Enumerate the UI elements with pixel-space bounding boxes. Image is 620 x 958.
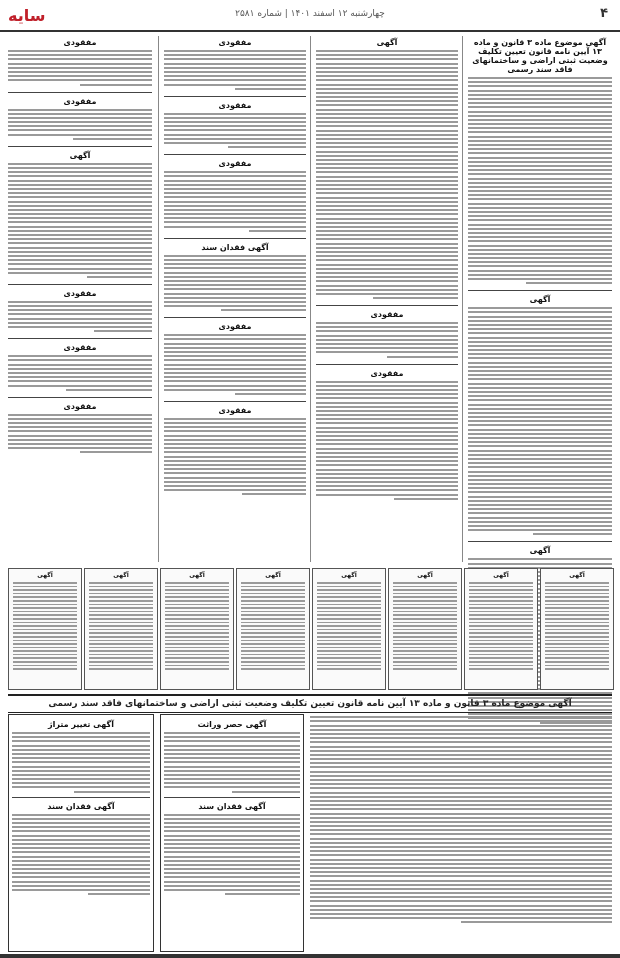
bottom-right-column [310,714,612,952]
ad-heading: آگهی [376,38,398,47]
ad-heading: آگهی [113,572,129,579]
ad-block [468,295,612,535]
page-number: ۴ [600,6,608,21]
ad-heading: مفقودی [63,38,97,47]
ad-block [316,38,458,299]
ad-heading: آگهی [493,572,509,579]
column-3 [164,36,306,501]
ad-heading: آگهی حصر وراثت [197,720,267,729]
ad-heading: آگهی فقدان سند [201,242,269,252]
boxed-ad [160,568,234,690]
ad-block [164,101,306,149]
column-4 [8,36,152,459]
ad-heading: مفقودی [63,96,97,106]
boxed-ad [464,568,538,690]
ad-heading: مفقودی [63,401,97,411]
ad-heading: آگهی [529,546,551,556]
masthead [0,0,620,32]
boxed-ad [540,568,614,690]
ad-block [8,38,152,86]
boxed-ad [236,568,310,690]
column-rule [158,36,159,562]
ad-block [8,151,152,278]
ad-block [8,402,152,454]
ad-block [164,406,306,495]
ad-heading: مفقودی [218,38,252,47]
ad-block [164,159,306,232]
boxed-ad [8,568,82,690]
main-banner-text: آگهی موضوع ماده ۳ قانون و ماده ۱۳ آیین نامه قانون تعیین تکلیف وضعیت ثبتی اراضی و ساختمانهای فاقد سند رسمی [48,699,572,709]
ad-block [316,310,458,358]
ad-heading: آگهی [341,572,357,579]
ad-heading: مفقودی [218,100,252,110]
boxed-ad [84,568,158,690]
ad-heading: مفقودی [63,288,97,298]
ad-heading: آگهی تغییر متراژ [48,720,114,729]
page-footer-rule [0,954,620,958]
ad-block [468,38,612,284]
boxed-ads-row [8,568,612,688]
ad-heading: آگهی [265,572,281,579]
ad-heading: مفقودی [218,159,252,169]
ad-heading: آگهی [529,295,551,305]
ad-heading: مفقودی [218,322,252,332]
ad-heading: آگهی موضوع ماده ۳ قانون و ماده ۱۳ آیین نامه قانون تعیین تکلیف وضعیت ثبتی اراضی و ساختمانهای فاقد سند رسمی [472,38,608,74]
newspaper-logo: سایه [8,6,46,25]
dateline: چهارشنبه ۱۲ اسفند ۱۴۰۱ | شماره ۲۵۸۱ [235,9,385,19]
column-rule [462,36,463,562]
ad-block [164,38,306,90]
column-rule [310,36,311,562]
ad-block [8,97,152,140]
ad-heading: آگهی [569,572,585,579]
ad-heading: آگهی [189,572,205,579]
ad-heading: مفقودی [370,368,404,378]
ad-block [8,343,152,391]
ad-block [164,243,306,311]
bottom-box-ad-1 [8,714,154,952]
ad-heading: آگهی فقدان سند [47,801,115,811]
ad-heading: آگهی [417,572,433,579]
ad-heading: آگهی [69,150,91,160]
ad-heading: مفقودی [63,343,97,353]
ad-block [316,369,458,500]
ad-heading: آگهی [37,572,53,579]
bottom-box-ad-2 [160,714,304,952]
ad-heading: مفقودی [218,405,252,415]
boxed-ad [388,568,462,690]
column-2 [316,36,458,506]
main-banner [8,694,612,713]
ad-block [8,289,152,332]
ad-heading: مفقودی [370,310,404,320]
ad-block [164,322,306,395]
boxed-ad [312,568,386,690]
ad-heading: آگهی فقدان سند [198,801,266,811]
